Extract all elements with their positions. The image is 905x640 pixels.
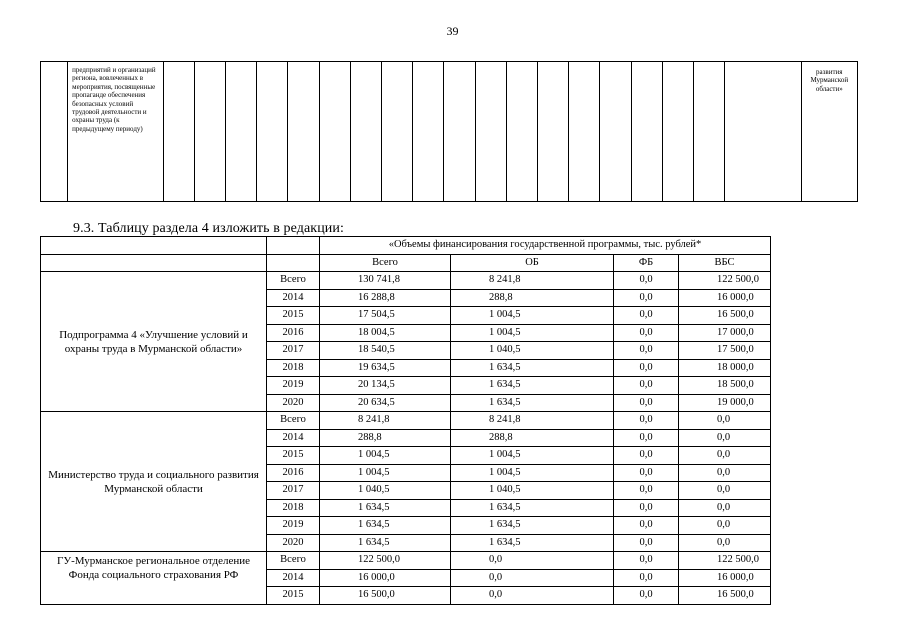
column-header-ob: ОБ bbox=[451, 254, 614, 272]
section-heading: 9.3. Таблицу раздела 4 изложить в редакции: bbox=[73, 221, 344, 236]
cell-ob: 0,0 bbox=[451, 552, 614, 570]
cell-vbs: 0,0 bbox=[679, 517, 771, 535]
cell-fb: 0,0 bbox=[614, 324, 679, 342]
cell-vbs: 16 000,0 bbox=[679, 289, 771, 307]
cell-total: 19 634,5 bbox=[320, 359, 451, 377]
cell-vbs: 19 000,0 bbox=[679, 394, 771, 412]
row-year: 2015 bbox=[267, 307, 320, 325]
cell-fb: 0,0 bbox=[614, 534, 679, 552]
row-year: Всего bbox=[267, 272, 320, 290]
table-row bbox=[41, 552, 771, 570]
cell-total: 18 004,5 bbox=[320, 324, 451, 342]
cell-vbs: 0,0 bbox=[679, 534, 771, 552]
cell-fb: 0,0 bbox=[614, 464, 679, 482]
cell-fb: 0,0 bbox=[614, 307, 679, 325]
cell-fb: 0,0 bbox=[614, 587, 679, 605]
cell-vbs: 122 500,0 bbox=[679, 552, 771, 570]
cell-total: 1 004,5 bbox=[320, 447, 451, 465]
row-year: 2019 bbox=[267, 377, 320, 395]
cell-vbs: 0,0 bbox=[679, 464, 771, 482]
cell-total: 288,8 bbox=[320, 429, 451, 447]
column-header-fb: ФБ bbox=[614, 254, 679, 272]
cell-fb: 0,0 bbox=[614, 447, 679, 465]
continuation-table bbox=[40, 61, 858, 202]
blank-cell bbox=[41, 62, 68, 202]
cell-total: 16 500,0 bbox=[320, 587, 451, 605]
cell-total: 122 500,0 bbox=[320, 552, 451, 570]
cell-fb: 0,0 bbox=[614, 499, 679, 517]
cell-fb: 0,0 bbox=[614, 272, 679, 290]
cell-ob: 1 634,5 bbox=[451, 394, 614, 412]
cell-total: 1 634,5 bbox=[320, 499, 451, 517]
continuation-row bbox=[41, 62, 858, 202]
row-year: 2017 bbox=[267, 482, 320, 500]
cell-fb: 0,0 bbox=[614, 289, 679, 307]
row-year: 2016 bbox=[267, 464, 320, 482]
cell-fb: 0,0 bbox=[614, 482, 679, 500]
cell-vbs: 16 500,0 bbox=[679, 587, 771, 605]
table-body bbox=[41, 272, 771, 605]
cell-ob: 1 004,5 bbox=[451, 464, 614, 482]
row-year: 2016 bbox=[267, 324, 320, 342]
cell-total: 1 040,5 bbox=[320, 482, 451, 500]
table-row bbox=[41, 272, 771, 290]
cell-vbs: 0,0 bbox=[679, 482, 771, 500]
cell-ob: 288,8 bbox=[451, 429, 614, 447]
cell-ob: 1 634,5 bbox=[451, 359, 614, 377]
cell-ob: 1 004,5 bbox=[451, 324, 614, 342]
table-title: «Объемы финансирования государственной программы, тыс. рублей* bbox=[320, 237, 771, 255]
table-header-row bbox=[41, 254, 771, 272]
row-year: 2017 bbox=[267, 342, 320, 360]
cell-vbs: 16 500,0 bbox=[679, 307, 771, 325]
cell-fb: 0,0 bbox=[614, 342, 679, 360]
row-year: Всего bbox=[267, 552, 320, 570]
cell-vbs: 122 500,0 bbox=[679, 272, 771, 290]
row-year: 2020 bbox=[267, 394, 320, 412]
cell-total: 130 741,8 bbox=[320, 272, 451, 290]
cell-total: 1 004,5 bbox=[320, 464, 451, 482]
cell-total: 18 540,5 bbox=[320, 342, 451, 360]
cell-ob: 1 004,5 bbox=[451, 447, 614, 465]
row-year: 2014 bbox=[267, 429, 320, 447]
cell-fb: 0,0 bbox=[614, 377, 679, 395]
table-row bbox=[41, 412, 771, 430]
cell-total: 16 000,0 bbox=[320, 569, 451, 587]
group-name: ГУ-Мурманское региональное отделение Фонда социального страхования РФ bbox=[41, 552, 267, 605]
cell-ob: 1 040,5 bbox=[451, 482, 614, 500]
cell-vbs: 17 500,0 bbox=[679, 342, 771, 360]
cell-ob: 8 241,8 bbox=[451, 412, 614, 430]
row-year: 2020 bbox=[267, 534, 320, 552]
table-title-row bbox=[41, 237, 771, 255]
cell-ob: 1 634,5 bbox=[451, 499, 614, 517]
cell-total: 20 634,5 bbox=[320, 394, 451, 412]
cell-total: 8 241,8 bbox=[320, 412, 451, 430]
cell-fb: 0,0 bbox=[614, 429, 679, 447]
page-number: 39 bbox=[446, 24, 459, 38]
cell-vbs: 18 000,0 bbox=[679, 359, 771, 377]
cell-ob: 1 004,5 bbox=[451, 307, 614, 325]
cell-vbs: 0,0 bbox=[679, 499, 771, 517]
cell-ob: 0,0 bbox=[451, 587, 614, 605]
row-year: 2019 bbox=[267, 517, 320, 535]
cell-fb: 0,0 bbox=[614, 552, 679, 570]
financing-table bbox=[40, 236, 771, 605]
cell-fb: 0,0 bbox=[614, 394, 679, 412]
cell-vbs: 18 500,0 bbox=[679, 377, 771, 395]
group-name: Подпрограмма 4 «Улучшение условий и охраны труда в Мурманской области» bbox=[41, 272, 267, 412]
row-year: Всего bbox=[267, 412, 320, 430]
row-year: 2014 bbox=[267, 289, 320, 307]
cell-ob: 0,0 bbox=[451, 569, 614, 587]
cell-fb: 0,0 bbox=[614, 412, 679, 430]
cell-fb: 0,0 bbox=[614, 569, 679, 587]
cell-fb: 0,0 bbox=[614, 517, 679, 535]
column-header-total: Всего bbox=[320, 254, 451, 272]
cell-ob: 1 634,5 bbox=[451, 534, 614, 552]
responsible-executor: развития Мурманской области» bbox=[801, 62, 857, 202]
row-year: 2018 bbox=[267, 359, 320, 377]
cell-vbs: 0,0 bbox=[679, 429, 771, 447]
row-year: 2015 bbox=[267, 587, 320, 605]
cell-fb: 0,0 bbox=[614, 359, 679, 377]
cell-ob: 1 634,5 bbox=[451, 517, 614, 535]
row-year: 2014 bbox=[267, 569, 320, 587]
cell-total: 1 634,5 bbox=[320, 517, 451, 535]
row-year: 2018 bbox=[267, 499, 320, 517]
group-name: Министерство труда и социального развития Мурманской области bbox=[41, 412, 267, 552]
column-header-vbs: ВБС bbox=[679, 254, 771, 272]
cell-vbs: 17 000,0 bbox=[679, 324, 771, 342]
cell-vbs: 0,0 bbox=[679, 412, 771, 430]
cell-vbs: 0,0 bbox=[679, 447, 771, 465]
cell-ob: 8 241,8 bbox=[451, 272, 614, 290]
row-year: 2015 bbox=[267, 447, 320, 465]
cell-total: 17 504,5 bbox=[320, 307, 451, 325]
cell-total: 16 288,8 bbox=[320, 289, 451, 307]
cell-ob: 288,8 bbox=[451, 289, 614, 307]
cell-total: 20 134,5 bbox=[320, 377, 451, 395]
cell-total: 1 634,5 bbox=[320, 534, 451, 552]
cell-vbs: 16 000,0 bbox=[679, 569, 771, 587]
cell-ob: 1 634,5 bbox=[451, 377, 614, 395]
cell-ob: 1 040,5 bbox=[451, 342, 614, 360]
indicator-description: предприятий и организаций региона, вовлеченных в мероприятия, посвященные пропаганде обеспечения безопасных условий трудовой деятельности и охраны труда (к предыдущему периоду) bbox=[68, 62, 164, 202]
